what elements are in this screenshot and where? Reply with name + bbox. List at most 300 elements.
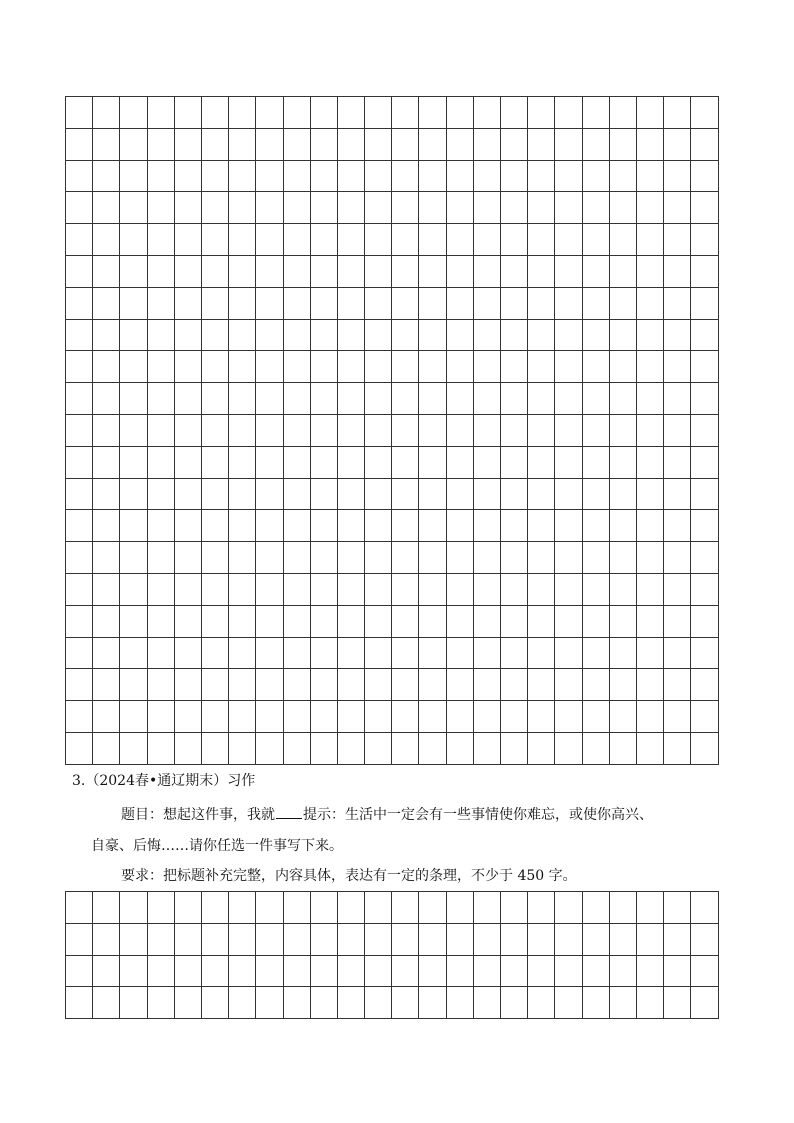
grid-cell[interactable] — [501, 414, 528, 446]
grid-cell[interactable] — [691, 987, 718, 1019]
grid-cell[interactable] — [636, 224, 663, 256]
grid-cell[interactable] — [337, 987, 364, 1019]
grid-cell[interactable] — [446, 255, 473, 287]
grid-cell[interactable] — [365, 605, 392, 637]
grid-cell[interactable] — [337, 892, 364, 924]
grid-cell[interactable] — [120, 224, 147, 256]
grid-cell[interactable] — [120, 446, 147, 478]
grid-cell[interactable] — [256, 97, 283, 129]
grid-cell[interactable] — [174, 97, 201, 129]
grid-cell[interactable] — [446, 97, 473, 129]
grid-cell[interactable] — [66, 351, 93, 383]
grid-cell[interactable] — [555, 923, 582, 955]
grid-cell[interactable] — [664, 637, 691, 669]
grid-cell[interactable] — [636, 97, 663, 129]
grid-cell[interactable] — [66, 955, 93, 987]
grid-cell[interactable] — [664, 128, 691, 160]
grid-cell[interactable] — [365, 287, 392, 319]
grid-cell[interactable] — [664, 542, 691, 574]
grid-cell[interactable] — [609, 287, 636, 319]
grid-cell[interactable] — [147, 319, 174, 351]
grid-cell[interactable] — [337, 573, 364, 605]
grid-cell[interactable] — [582, 732, 609, 764]
grid-cell[interactable] — [147, 446, 174, 478]
grid-cell[interactable] — [93, 605, 120, 637]
grid-cell[interactable] — [147, 97, 174, 129]
grid-cell[interactable] — [174, 255, 201, 287]
grid-cell[interactable] — [283, 478, 310, 510]
grid-cell[interactable] — [256, 923, 283, 955]
grid-cell[interactable] — [337, 510, 364, 542]
grid-cell[interactable] — [582, 128, 609, 160]
grid-cell[interactable] — [256, 383, 283, 415]
grid-cell[interactable] — [283, 414, 310, 446]
grid-cell[interactable] — [66, 287, 93, 319]
grid-cell[interactable] — [66, 732, 93, 764]
grid-cell[interactable] — [174, 701, 201, 733]
grid-cell[interactable] — [501, 287, 528, 319]
grid-cell[interactable] — [501, 128, 528, 160]
grid-cell[interactable] — [664, 955, 691, 987]
grid-cell[interactable] — [337, 701, 364, 733]
grid-cell[interactable] — [636, 701, 663, 733]
grid-cell[interactable] — [66, 478, 93, 510]
grid-cell[interactable] — [147, 955, 174, 987]
grid-cell[interactable] — [555, 97, 582, 129]
grid-cell[interactable] — [120, 732, 147, 764]
grid-cell[interactable] — [310, 255, 337, 287]
grid-cell[interactable] — [582, 987, 609, 1019]
grid-cell[interactable] — [555, 351, 582, 383]
grid-cell[interactable] — [310, 573, 337, 605]
grid-cell[interactable] — [691, 128, 718, 160]
grid-cell[interactable] — [582, 701, 609, 733]
grid-cell[interactable] — [609, 160, 636, 192]
grid-cell[interactable] — [201, 510, 228, 542]
grid-cell[interactable] — [528, 414, 555, 446]
grid-cell[interactable] — [201, 987, 228, 1019]
grid-cell[interactable] — [283, 287, 310, 319]
grid-cell[interactable] — [147, 478, 174, 510]
grid-cell[interactable] — [555, 128, 582, 160]
grid-cell[interactable] — [691, 923, 718, 955]
grid-cell[interactable] — [256, 255, 283, 287]
grid-cell[interactable] — [283, 224, 310, 256]
grid-cell[interactable] — [147, 224, 174, 256]
grid-cell[interactable] — [691, 287, 718, 319]
grid-cell[interactable] — [66, 383, 93, 415]
grid-cell[interactable] — [229, 97, 256, 129]
grid-cell[interactable] — [229, 510, 256, 542]
grid-cell[interactable] — [636, 383, 663, 415]
grid-cell[interactable] — [664, 446, 691, 478]
grid-cell[interactable] — [147, 160, 174, 192]
grid-cell[interactable] — [147, 732, 174, 764]
grid-cell[interactable] — [365, 319, 392, 351]
grid-cell[interactable] — [446, 669, 473, 701]
grid-cell[interactable] — [555, 510, 582, 542]
grid-cell[interactable] — [283, 319, 310, 351]
grid-cell[interactable] — [691, 414, 718, 446]
grid-cell[interactable] — [446, 414, 473, 446]
grid-cell[interactable] — [446, 923, 473, 955]
grid-cell[interactable] — [501, 510, 528, 542]
grid-cell[interactable] — [392, 446, 419, 478]
grid-cell[interactable] — [528, 637, 555, 669]
grid-cell[interactable] — [66, 637, 93, 669]
grid-cell[interactable] — [365, 669, 392, 701]
grid-cell[interactable] — [691, 637, 718, 669]
grid-cell[interactable] — [419, 160, 446, 192]
grid-cell[interactable] — [582, 573, 609, 605]
grid-cell[interactable] — [337, 478, 364, 510]
grid-cell[interactable] — [392, 319, 419, 351]
grid-cell[interactable] — [419, 97, 446, 129]
grid-cell[interactable] — [337, 923, 364, 955]
grid-cell[interactable] — [337, 128, 364, 160]
grid-cell[interactable] — [147, 510, 174, 542]
grid-cell[interactable] — [283, 987, 310, 1019]
grid-cell[interactable] — [93, 383, 120, 415]
grid-cell[interactable] — [174, 319, 201, 351]
grid-cell[interactable] — [147, 414, 174, 446]
grid-cell[interactable] — [93, 287, 120, 319]
grid-cell[interactable] — [528, 892, 555, 924]
grid-cell[interactable] — [473, 351, 500, 383]
grid-cell[interactable] — [337, 287, 364, 319]
grid-cell[interactable] — [147, 383, 174, 415]
grid-cell[interactable] — [147, 351, 174, 383]
grid-cell[interactable] — [283, 637, 310, 669]
grid-cell[interactable] — [392, 701, 419, 733]
grid-cell[interactable] — [691, 351, 718, 383]
grid-cell[interactable] — [691, 542, 718, 574]
grid-cell[interactable] — [365, 128, 392, 160]
grid-cell[interactable] — [256, 414, 283, 446]
grid-cell[interactable] — [201, 160, 228, 192]
grid-cell[interactable] — [555, 414, 582, 446]
grid-cell[interactable] — [582, 510, 609, 542]
grid-cell[interactable] — [66, 510, 93, 542]
grid-cell[interactable] — [528, 605, 555, 637]
grid-cell[interactable] — [528, 446, 555, 478]
grid-cell[interactable] — [555, 192, 582, 224]
grid-cell[interactable] — [229, 319, 256, 351]
grid-cell[interactable] — [419, 637, 446, 669]
grid-cell[interactable] — [528, 224, 555, 256]
grid-cell[interactable] — [446, 987, 473, 1019]
grid-cell[interactable] — [582, 160, 609, 192]
grid-cell[interactable] — [229, 414, 256, 446]
grid-cell[interactable] — [664, 987, 691, 1019]
grid-cell[interactable] — [283, 605, 310, 637]
grid-cell[interactable] — [392, 637, 419, 669]
grid-cell[interactable] — [473, 605, 500, 637]
grid-cell[interactable] — [609, 732, 636, 764]
grid-cell[interactable] — [310, 319, 337, 351]
grid-cell[interactable] — [365, 414, 392, 446]
grid-cell[interactable] — [555, 478, 582, 510]
grid-cell[interactable] — [66, 605, 93, 637]
grid-cell[interactable] — [283, 446, 310, 478]
grid-cell[interactable] — [609, 192, 636, 224]
grid-cell[interactable] — [66, 224, 93, 256]
grid-cell[interactable] — [636, 923, 663, 955]
grid-cell[interactable] — [93, 414, 120, 446]
grid-cell[interactable] — [419, 605, 446, 637]
grid-cell[interactable] — [555, 955, 582, 987]
grid-cell[interactable] — [93, 255, 120, 287]
grid-cell[interactable] — [528, 383, 555, 415]
grid-cell[interactable] — [337, 955, 364, 987]
grid-cell[interactable] — [147, 542, 174, 574]
grid-cell[interactable] — [201, 414, 228, 446]
grid-cell[interactable] — [501, 637, 528, 669]
grid-cell[interactable] — [636, 255, 663, 287]
grid-cell[interactable] — [229, 573, 256, 605]
grid-cell[interactable] — [609, 319, 636, 351]
grid-cell[interactable] — [636, 637, 663, 669]
grid-cell[interactable] — [446, 478, 473, 510]
grid-cell[interactable] — [691, 192, 718, 224]
grid-cell[interactable] — [582, 255, 609, 287]
grid-cell[interactable] — [120, 414, 147, 446]
grid-cell[interactable] — [310, 955, 337, 987]
grid-cell[interactable] — [66, 573, 93, 605]
grid-cell[interactable] — [229, 669, 256, 701]
grid-cell[interactable] — [501, 542, 528, 574]
grid-cell[interactable] — [528, 255, 555, 287]
grid-cell[interactable] — [636, 287, 663, 319]
grid-cell[interactable] — [582, 383, 609, 415]
grid-cell[interactable] — [555, 160, 582, 192]
grid-cell[interactable] — [609, 955, 636, 987]
grid-cell[interactable] — [201, 573, 228, 605]
grid-cell[interactable] — [310, 732, 337, 764]
grid-cell[interactable] — [66, 414, 93, 446]
grid-cell[interactable] — [283, 542, 310, 574]
grid-cell[interactable] — [446, 192, 473, 224]
grid-cell[interactable] — [419, 701, 446, 733]
grid-cell[interactable] — [664, 255, 691, 287]
grid-cell[interactable] — [256, 605, 283, 637]
grid-cell[interactable] — [446, 605, 473, 637]
grid-cell[interactable] — [446, 383, 473, 415]
grid-cell[interactable] — [555, 605, 582, 637]
grid-cell[interactable] — [473, 701, 500, 733]
grid-cell[interactable] — [691, 319, 718, 351]
grid-cell[interactable] — [120, 987, 147, 1019]
grid-cell[interactable] — [609, 414, 636, 446]
grid-cell[interactable] — [473, 987, 500, 1019]
grid-cell[interactable] — [691, 701, 718, 733]
grid-cell[interactable] — [691, 573, 718, 605]
grid-cell[interactable] — [473, 892, 500, 924]
grid-cell[interactable] — [174, 351, 201, 383]
grid-cell[interactable] — [609, 510, 636, 542]
grid-cell[interactable] — [201, 605, 228, 637]
grid-cell[interactable] — [501, 987, 528, 1019]
grid-cell[interactable] — [93, 224, 120, 256]
grid-cell[interactable] — [473, 542, 500, 574]
grid-cell[interactable] — [337, 319, 364, 351]
grid-cell[interactable] — [120, 351, 147, 383]
grid-cell[interactable] — [147, 255, 174, 287]
grid-cell[interactable] — [446, 160, 473, 192]
grid-cell[interactable] — [310, 287, 337, 319]
grid-cell[interactable] — [419, 510, 446, 542]
grid-cell[interactable] — [473, 637, 500, 669]
grid-cell[interactable] — [365, 987, 392, 1019]
grid-cell[interactable] — [283, 255, 310, 287]
grid-cell[interactable] — [528, 955, 555, 987]
grid-cell[interactable] — [147, 128, 174, 160]
grid-cell[interactable] — [201, 446, 228, 478]
grid-cell[interactable] — [582, 542, 609, 574]
grid-cell[interactable] — [256, 573, 283, 605]
grid-cell[interactable] — [582, 637, 609, 669]
grid-cell[interactable] — [256, 955, 283, 987]
grid-cell[interactable] — [120, 637, 147, 669]
grid-cell[interactable] — [283, 351, 310, 383]
grid-cell[interactable] — [664, 701, 691, 733]
grid-cell[interactable] — [473, 383, 500, 415]
grid-cell[interactable] — [609, 573, 636, 605]
grid-cell[interactable] — [365, 892, 392, 924]
grid-cell[interactable] — [664, 287, 691, 319]
grid-cell[interactable] — [229, 255, 256, 287]
grid-cell[interactable] — [501, 892, 528, 924]
grid-cell[interactable] — [201, 128, 228, 160]
grid-cell[interactable] — [609, 255, 636, 287]
grid-cell[interactable] — [446, 319, 473, 351]
grid-cell[interactable] — [66, 669, 93, 701]
grid-cell[interactable] — [691, 224, 718, 256]
grid-cell[interactable] — [392, 732, 419, 764]
grid-cell[interactable] — [66, 192, 93, 224]
grid-cell[interactable] — [528, 160, 555, 192]
grid-cell[interactable] — [120, 160, 147, 192]
grid-cell[interactable] — [419, 732, 446, 764]
grid-cell[interactable] — [283, 128, 310, 160]
grid-cell[interactable] — [582, 955, 609, 987]
grid-cell[interactable] — [337, 255, 364, 287]
grid-cell[interactable] — [446, 955, 473, 987]
grid-cell[interactable] — [365, 255, 392, 287]
grid-cell[interactable] — [501, 351, 528, 383]
grid-cell[interactable] — [691, 446, 718, 478]
grid-cell[interactable] — [419, 542, 446, 574]
grid-cell[interactable] — [256, 701, 283, 733]
grid-cell[interactable] — [310, 669, 337, 701]
grid-cell[interactable] — [501, 955, 528, 987]
grid-cell[interactable] — [473, 478, 500, 510]
grid-cell[interactable] — [419, 319, 446, 351]
grid-cell[interactable] — [174, 892, 201, 924]
grid-cell[interactable] — [609, 542, 636, 574]
grid-cell[interactable] — [582, 669, 609, 701]
grid-cell[interactable] — [256, 446, 283, 478]
grid-cell[interactable] — [609, 987, 636, 1019]
grid-cell[interactable] — [310, 160, 337, 192]
grid-cell[interactable] — [446, 224, 473, 256]
grid-cell[interactable] — [93, 446, 120, 478]
grid-cell[interactable] — [446, 542, 473, 574]
grid-cell[interactable] — [93, 669, 120, 701]
grid-cell[interactable] — [201, 637, 228, 669]
grid-cell[interactable] — [93, 542, 120, 574]
grid-cell[interactable] — [256, 510, 283, 542]
grid-cell[interactable] — [229, 732, 256, 764]
grid-cell[interactable] — [501, 160, 528, 192]
grid-cell[interactable] — [256, 287, 283, 319]
grid-cell[interactable] — [365, 478, 392, 510]
grid-cell[interactable] — [337, 97, 364, 129]
grid-cell[interactable] — [120, 892, 147, 924]
grid-cell[interactable] — [229, 128, 256, 160]
grid-cell[interactable] — [555, 255, 582, 287]
grid-cell[interactable] — [582, 97, 609, 129]
grid-cell[interactable] — [120, 605, 147, 637]
grid-cell[interactable] — [256, 637, 283, 669]
grid-cell[interactable] — [473, 510, 500, 542]
grid-cell[interactable] — [609, 892, 636, 924]
grid-cell[interactable] — [392, 287, 419, 319]
grid-cell[interactable] — [147, 923, 174, 955]
grid-cell[interactable] — [365, 97, 392, 129]
grid-cell[interactable] — [609, 383, 636, 415]
grid-cell[interactable] — [501, 255, 528, 287]
grid-cell[interactable] — [283, 701, 310, 733]
grid-cell[interactable] — [201, 351, 228, 383]
grid-cell[interactable] — [582, 319, 609, 351]
grid-cell[interactable] — [528, 478, 555, 510]
grid-cell[interactable] — [283, 573, 310, 605]
grid-cell[interactable] — [174, 605, 201, 637]
grid-cell[interactable] — [147, 987, 174, 1019]
grid-cell[interactable] — [555, 892, 582, 924]
grid-cell[interactable] — [201, 478, 228, 510]
grid-cell[interactable] — [229, 446, 256, 478]
grid-cell[interactable] — [201, 923, 228, 955]
grid-cell[interactable] — [392, 192, 419, 224]
grid-cell[interactable] — [473, 160, 500, 192]
grid-cell[interactable] — [365, 510, 392, 542]
grid-cell[interactable] — [555, 637, 582, 669]
grid-cell[interactable] — [283, 510, 310, 542]
grid-cell[interactable] — [256, 351, 283, 383]
grid-cell[interactable] — [691, 383, 718, 415]
grid-cell[interactable] — [201, 255, 228, 287]
grid-cell[interactable] — [283, 923, 310, 955]
grid-cell[interactable] — [609, 224, 636, 256]
grid-cell[interactable] — [392, 669, 419, 701]
grid-cell[interactable] — [66, 892, 93, 924]
grid-cell[interactable] — [555, 573, 582, 605]
grid-cell[interactable] — [664, 192, 691, 224]
grid-cell[interactable] — [256, 192, 283, 224]
grid-cell[interactable] — [174, 383, 201, 415]
grid-cell[interactable] — [582, 892, 609, 924]
grid-cell[interactable] — [582, 287, 609, 319]
grid-cell[interactable] — [365, 351, 392, 383]
grid-cell[interactable] — [392, 605, 419, 637]
grid-cell[interactable] — [664, 605, 691, 637]
grid-cell[interactable] — [120, 128, 147, 160]
grid-cell[interactable] — [419, 923, 446, 955]
grid-cell[interactable] — [528, 701, 555, 733]
grid-cell[interactable] — [664, 478, 691, 510]
